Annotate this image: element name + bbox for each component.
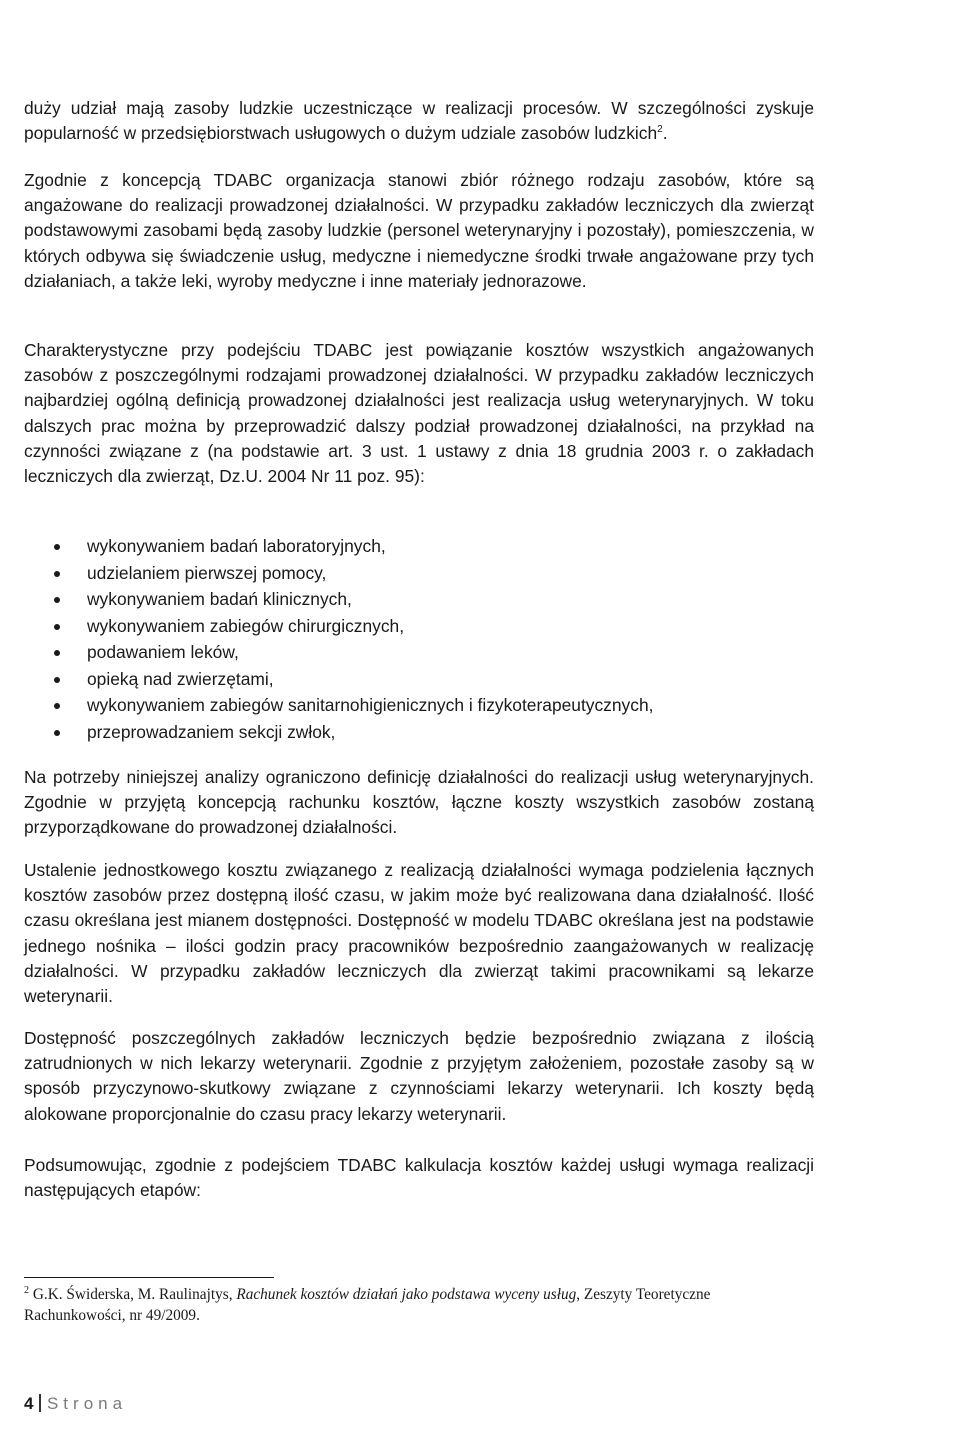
page-footer: [24, 1393, 127, 1415]
list-item: przeprowadzaniem sekcji zwłok,: [24, 719, 814, 746]
list-item: udzielaniem pierwszej pomocy,: [24, 560, 814, 587]
bullet-icon: [54, 597, 60, 603]
list-item: opieką nad zwierzętami,: [24, 666, 814, 693]
bullet-icon: [54, 544, 60, 550]
list-item: wykonywaniem badań laboratoryjnych,: [24, 533, 814, 560]
bullet-icon: [54, 571, 60, 577]
footnote-source: , Zeszyty Teoretyczne Rachunkowości, nr 49/2009.: [24, 1286, 711, 1324]
footnote: [24, 1284, 814, 1326]
paragraph-analysis-scope: Na potrzeby niniejszej analizy ograniczono definicję działalności do realizacji usług weterynaryjnych. Zgodnie w przyjętą koncepcją rachunku kosztów, łączne koszty wszystkich zasobów zostaną przyporządkowane do prowadzonej działalności.: [24, 767, 814, 838]
list-item: podawaniem leków,: [24, 639, 814, 666]
bullet-icon: [54, 650, 60, 656]
list-item: wykonywaniem zabiegów sanitarnohigienicznych i fizykoterapeutycznych,: [24, 692, 814, 719]
paragraph-unit-cost: Ustalenie jednostkowego kosztu związanego z realizacją działalności wymaga podzielenia łącznych kosztów zasobów przez dostępną ilość czasu, w jakim może być realizowana dana działalność. Ilość czasu określana jest mianem dostępności. Dostępność w modelu TDABC określana jest na podstawie jednego nośnika – ilości godzin pracy pracowników bezpośrednio zaangażowanych w realizację działalności. W przypadku zakładów leczniczych dla zwierząt takimi pracownikami są lekarze weterynarii.: [24, 860, 814, 1007]
paragraph-availability: Dostępność poszczególnych zakładów leczniczych będzie bezpośrednio związana z ilością zatrudnionych w nich lekarzy weterynarii. Zgodnie z przyjętym założeniem, pozostałe zasoby są w sposób przyczynowo-skutkowy związane z czynnościami lekarzy weterynarii. Ich koszty będą alokowane proporcjonalnie do czasu pracy lekarzy weterynarii.: [24, 1028, 814, 1124]
bullet-icon: [54, 730, 60, 736]
bullet-icon: [54, 624, 60, 630]
paragraph-resources-intro: [24, 96, 814, 146]
footnote-title: Rachunek kosztów działań jako podstawa wyceny usług: [236, 1286, 577, 1303]
activities-list: [24, 533, 814, 745]
bullet-icon: [54, 703, 60, 709]
footnote-reference: 2: [657, 124, 663, 136]
footnote-marker: 2: [24, 1284, 29, 1296]
paragraph-text: duży udział mają zasoby ludzkie uczestniczące w realizacji procesów. W szczególności zyskuje popularność w przedsiębiorstwach usługowych o dużym udziale zasobów ludzkich: [24, 98, 814, 144]
page-number: 4: [24, 1394, 34, 1413]
list-item: wykonywaniem badań klinicznych,: [24, 586, 814, 613]
footnote-divider: [24, 1277, 274, 1278]
paragraph-tdabc-activities: Charakterystyczne przy podejściu TDABC jest powiązanie kosztów wszystkich angażowanych zasobów z poszczególnymi rodzajami prowadzonej działalności. W przypadku zakładów leczniczych najbardziej ogólną definicją prowadzonej działalności jest realizacja usług weterynaryjnych. W toku dalszych prac można by przeprowadzić dalszy podział prowadzonej działalności, na przykład na czynności związane z (na podstawie art. 3 ust. 1 ustawy z dnia 18 grudnia 2003 r. o zakładach leczniczych dla zwierząt, Dz.U. 2004 Nr 11 poz. 95):: [24, 340, 814, 487]
list-item: wykonywaniem zabiegów chirurgicznych,: [24, 613, 814, 640]
footer-divider: [39, 1394, 41, 1412]
bullet-icon: [54, 677, 60, 683]
page-word: Strona: [46, 1394, 128, 1413]
paragraph-tdabc-resources: Zgodnie z koncepcją TDABC organizacja stanowi zbiór różnego rodzaju zasobów, które są angażowane do realizacji prowadzonej działalności. W przypadku zakładów leczniczych dla zwierząt podstawowymi zasobami będą zasoby ludzkie (personel weterynaryjny i pozostały), pomieszczenia, w których odbywa się świadczenie usług, medyczne i niemedyczne środki trwałe angażowane przy tych działaniach, a także leki, wyroby medyczne i inne materiały jednorazowe.: [24, 170, 814, 291]
paragraph-text-end: .: [662, 123, 668, 144]
footnote-authors: G.K. Świderska, M. Raulinajtys,: [32, 1286, 237, 1303]
paragraph-summary: Podsumowując, zgodnie z podejściem TDABC kalkulacja kosztów każdej usługi wymaga realizacji następujących etapów:: [24, 1155, 814, 1201]
